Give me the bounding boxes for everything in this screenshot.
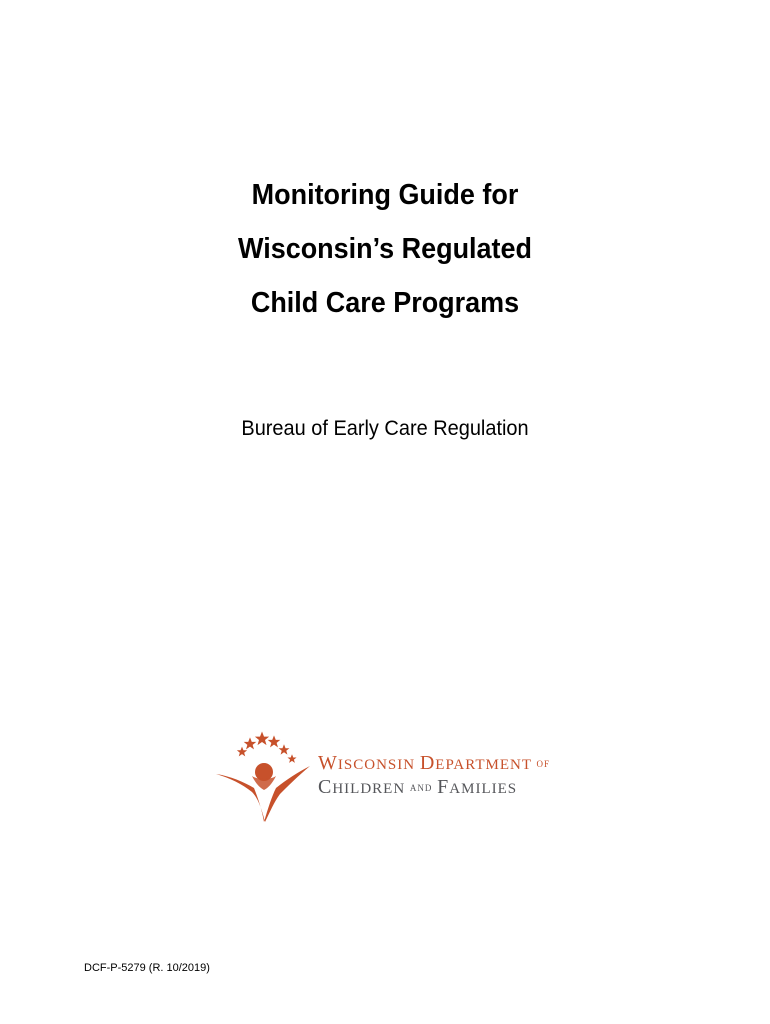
title-line-2: Wisconsin’s Regulated	[238, 233, 532, 265]
document-title	[0, 168, 770, 330]
logo-line-children-and-families: CHILDREN AND FAMILIES	[318, 776, 518, 798]
form-number: DCF-P-5279 (R. 10/2019)	[84, 962, 210, 974]
dcf-logo	[214, 730, 564, 826]
bureau-name: Bureau of Early Care Regulation	[241, 417, 529, 440]
logo-wordmark	[318, 752, 550, 800]
title-line-1: Monitoring Guide for	[251, 179, 519, 211]
stars-child-figure-logo-icon	[214, 730, 314, 826]
logo-line-wisconsin-department: WISCONSIN DEPARTMENT OF	[318, 752, 550, 774]
title-line-3: Child Care Programs	[250, 287, 520, 319]
